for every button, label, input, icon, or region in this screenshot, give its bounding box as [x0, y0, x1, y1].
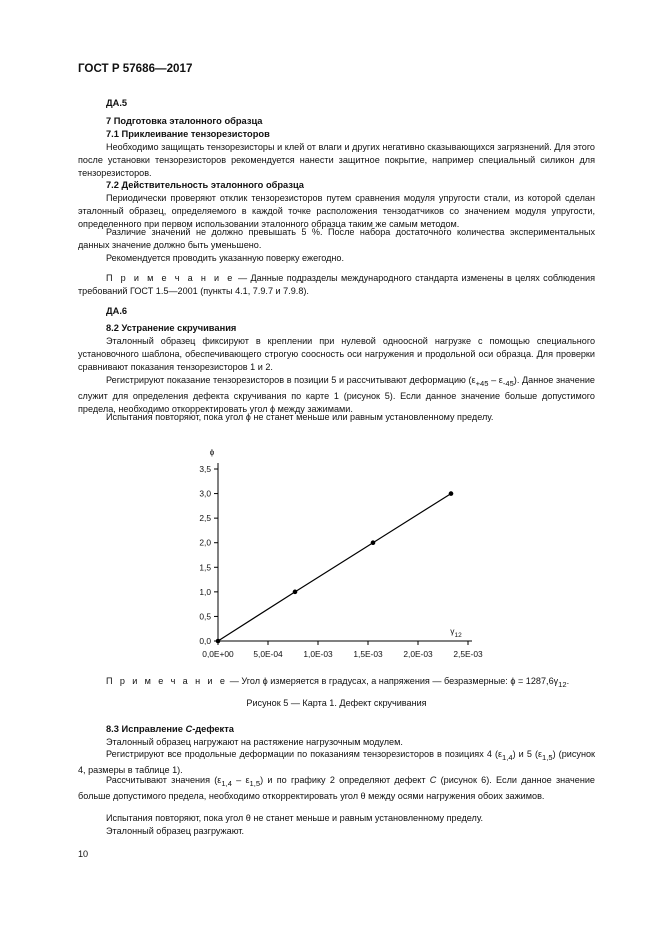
section-8-2-title: 8.2 Устранение скручивания — [106, 323, 237, 333]
text-run-italic: С — [185, 724, 193, 734]
subscript: +45 — [475, 378, 489, 388]
note-label: П р и м е ч а н и е — [106, 273, 235, 283]
subscript: 12 — [558, 679, 567, 689]
x-tick-label-1: 5,0E-04 — [253, 649, 283, 659]
chart-twist-map — [180, 448, 510, 670]
text-run: Рассчитывают значения (ε — [106, 775, 222, 785]
subscript: -45 — [502, 378, 514, 388]
text-run: ) и 5 (ε — [512, 749, 543, 759]
text-run: . — [566, 676, 570, 686]
text-run: 8.3 Исправление — [106, 724, 186, 734]
section-8-3-paragraph-5: Эталонный образец разгружают. — [106, 826, 244, 836]
text-run: ). Данное значение служит для определения дефекта скручивания по карте 1 (рисунок 5). Если данное значение больше допустимого предела, необходимо откорректировать угол ϕ между зажимами. — [78, 375, 595, 415]
subscript: 1,4 — [221, 778, 232, 788]
subscript: 1,4 — [502, 752, 513, 762]
x-tick-label-3: 1,5E-03 — [353, 649, 383, 659]
section-7-2-paragraph-1: Периодически проверяют отклик тензорезисторов путем сравнения модуля упругости стали, из которой сделан эталонный образец, определяемого в каждой точке расположения тензодатчиков со значением модуля упругости, определенного при первом использовании эталонного образца таким же самым методом. — [78, 193, 595, 230]
y-tick-label-3: 1,5 — [199, 562, 211, 573]
x-tick-label-5: 2,5E-03 — [453, 649, 483, 659]
data-point-2 — [371, 540, 376, 545]
section-8-3-paragraph-3 — [78, 774, 595, 803]
data-point-0 — [216, 639, 221, 644]
y-tick-label-4: 2,0 — [199, 537, 211, 548]
text-run: ) (рисунок 4, размеры в таблице 1). — [78, 749, 596, 776]
section-8-2-paragraph-1: Эталонный образец фиксируют в креплении при нулевой одноосной нагрузке с помощью специального установочного шаблона, обеспечивающего строгую соосность оси нагружения и продольной оси образца. Для проверки сравнивают показания тензорезисторов 1 и 2. — [78, 336, 595, 373]
document-header: ГОСТ Р 57686—2017 — [78, 62, 193, 75]
section-7-2-paragraph-3: Рекомендуется проводить указанную поверку ежегодно. — [106, 253, 345, 263]
text-run: (рисунок 6). Если данное значение больше допустимого предела, необходимо откорректировать угол θ между осями нагружения обоих зажимов. — [78, 775, 595, 802]
text-run: ) и по графику 2 определяют дефект — [260, 775, 430, 785]
text-run: Регистрируют все продольные деформации по показаниям тензорезисторов в позициях 4 (ε — [106, 749, 503, 759]
text-run: -дефекта — [192, 724, 234, 734]
x-tick-label-2: 1,0E-03 — [303, 649, 333, 659]
figure-note — [78, 675, 595, 691]
y-tick-label-7: 3,5 — [199, 464, 211, 474]
y-tick-label-0: 0,0 — [199, 636, 211, 646]
y-tick-label-5: 2,5 — [199, 513, 211, 524]
section-7-2-paragraph-2: Различие значений не должно превышать 5 %. После набора достаточного количества экспериментальных данных значение должно быть уменьшено. — [78, 227, 595, 251]
section-da5-label: ДА.5 — [106, 98, 128, 108]
series-line — [218, 494, 451, 641]
figure-caption: Рисунок 5 — Карта 1. Дефект скручивания — [246, 698, 427, 708]
page-number: 10 — [78, 849, 89, 859]
text-run-italic: С — [429, 775, 437, 785]
y-axis-label: ϕ — [209, 448, 215, 457]
figure-note-label: П р и м е ч а н и е — [106, 676, 228, 686]
x-tick-label-4: 2,0E-03 — [403, 649, 433, 659]
section-da6-label: ДА.6 — [106, 306, 128, 316]
text-run: – ε — [488, 375, 503, 385]
chart-axes — [199, 448, 483, 659]
note-da5 — [78, 272, 595, 298]
x-tick-label-0: 0,0E+00 — [202, 649, 234, 659]
section-8-3-paragraph-2 — [78, 748, 595, 777]
y-tick-label-6: 3,0 — [199, 488, 211, 499]
section-8-3-paragraph-1: Эталонный образец нагружают на растяжение нагрузочным модулем. — [106, 737, 403, 747]
note-text: — Данные подразделы международного стандарта изменены в целях соблюдения требований ГОСТ 1.5—2001 (пункты 4.1, 7.9.7 и 7.9.8). — [78, 273, 595, 297]
text-run: Регистрируют показание тензорезисторов в позиции 5 и рассчитывают деформацию (ε — [106, 375, 476, 385]
section-7-2-title: 7.2 Действительность эталонного образца — [106, 180, 304, 190]
data-point-1 — [293, 590, 298, 595]
section-7-1-title: 7.1 Приклеивание тензорезисторов — [106, 129, 270, 139]
data-point-3 — [449, 491, 454, 496]
section-8-3-paragraph-4: Испытания повторяют, пока угол θ не станет меньше и равным установленному пределу. — [106, 813, 483, 823]
y-tick-label-2: 1,0 — [199, 586, 211, 597]
subscript: 1,5 — [249, 778, 261, 788]
section-7-1-text: Необходимо защищать тензорезисторы и клей от влаги и других негативно сказывающихся загрязнений. Для этого после установки тензорезисторов рекомендуется нанести защитное покрытие, например специальный силикон для тензорезисторов. — [78, 142, 595, 179]
chart-marks — [216, 491, 454, 643]
section-8-3-title — [106, 724, 234, 734]
text-run: – ε — [231, 775, 250, 785]
text-run: — Угол ϕ измеряется в градусах, а напряжения — безразмерные: ϕ = 1287,6γ — [227, 676, 559, 686]
y-tick-label-1: 0,5 — [199, 611, 211, 622]
subscript: 1,5 — [542, 752, 553, 762]
section-8-2-paragraph-3: Испытания повторяют, пока угол ϕ не станет меньше или равным установленному пределу. — [106, 412, 494, 422]
x-axis-label: $\gamma_{12}$ — [450, 626, 462, 639]
section-7-title: 7 Подготовка эталонного образца — [106, 116, 263, 126]
